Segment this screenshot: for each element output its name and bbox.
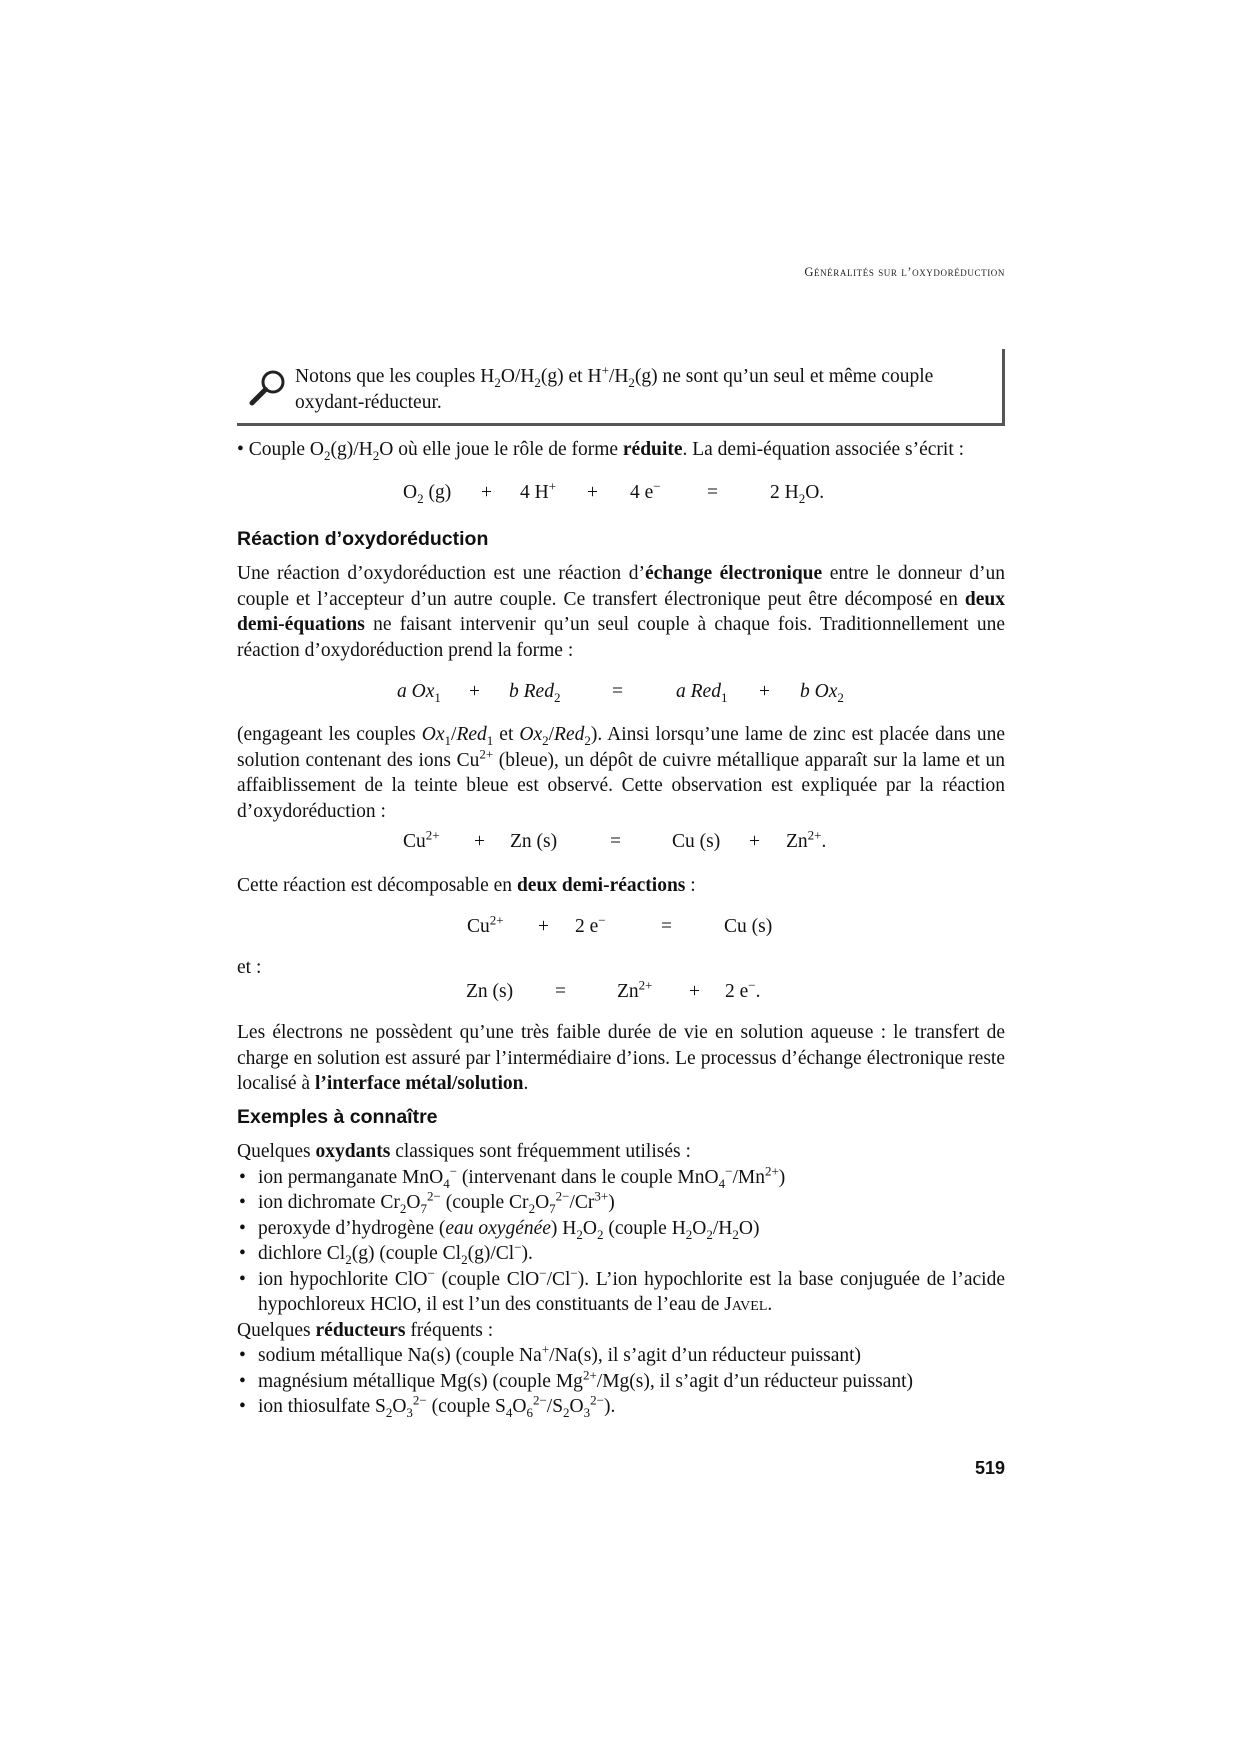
book-page: Généralités sur l’oxydoréduction Notons que les couples $H_2O/H_2(g)$ et $H^+/H_2(g)$ ne sont qu’un seul et même couple oxydant-réducteur. • Couple $O_2(g)/H_2O$ où elle joue le rôle de forme réduite. La demi-équation associée s’écrit : $O_2$ (g) + 4 H+ + 4 e− = 2 $H_2O$. Réaction d’oxydoréduction Une réaction d’oxydoréduction est une réaction d’échange électronique entre le donneur d’un couple et l’accepteur d’un autre couple. Ce transfert électronique peut être décomposé en deux demi-équations ne faisant intervenir qu’un seul couple à chaque fois. Traditionnellement une réaction d’oxydoréduction prend la forme : a $Ox_1$ + b Red$_2$ = a Red$_1$ + b $Ox_2$ (engageant les couples $Ox_1/Red_1$ et $Ox_2/Red_2$). Ainsi lorsqu’une lame de zinc est placée dans une solution contenant des ions $Cu^{2+}$ (bleue), un dépôt de cuivre métallique apparaît sur la lame et un affaiblissement de la teinte bleue est observé. Cette observation est expliquée par la réaction d’oxydoréduction : $Cu^{2+}$ + Zn (s) = Cu (s) + $Zn^{2+}$. Cette réaction est décomposable en deux demi-réactions : $Cu^{2+}$ + 2 e− = Cu (s) et : Zn (s) = $Zn^{2+}$ + 2 e−. Les électrons ne possèdent qu’une très faible durée de vie en solution aqueuse : le transfert de charge en solution est assuré par l’intermédiaire d’ions. Le processus d’échange électronique reste localisé à l’interface métal/solution. Exemples à connaître Quelques oxydants classiques sont fréquemment utilisés : • ion permanganate MnO$_4$− (intervenant dans le couple $MnO_4^-/Mn^{2+}$) • ion dichromate $Cr_2O_7^{2-}$ (couple $Cr_2O_7^{2-}/Cr^{3+}$) • peroxyde d’hydrogène (eau oxygénée) $H_2O_2$ (couple $H_2O_2/H_2O$) • dichlore $Cl_2(g)$ (couple $Cl_2(g)/Cl^-$). • ion hypochlorite ClO− (couple ClO−/Cl−). L’ion hypochlorite est la base conjuguée de l’acide hypochloreux HClO, il est l’un des constituants de l’eau de Javel. Quelques réducteurs fréquents : • sodium métallique Na(s) (couple Na+/Na(s), il s’agit d’un réducteur puissant) • magnésium métallique Mg(s) (couple $Mg^{2+}/Mg(s)$, il s’agit d’un réducteur puissant) • ion thiosulfate $S_2O_3^{2-}$ (couple $S_4O_6^{2-}/S_2O_3^{2-}$). 519 [237, 0, 1005, 1754]
bullet-o2-couple: • Couple $O_2(g)/H_2O$ où elle joue le rôle de forme réduite. La demi-équation associée s’écrit : [237, 439, 965, 463]
oxidants-intro: Quelques oxydants classiques sont fréquemment utilisés : [237, 1141, 691, 1162]
paragraph-electrons: Les électrons ne possèdent qu’une très faible durée de vie en solution aqueuse : le transfert de charge en solution est assuré par l’intermédiaire d’ions. Le processus d’échange électronique reste localisé à l’interface métal/solution. [237, 1022, 1005, 1094]
note-box [237, 349, 1005, 426]
reducers-intro: Quelques réducteurs fréquents : [237, 1319, 494, 1341]
magnifier-icon [249, 369, 287, 407]
note-line-2: oxydant-réducteur. [295, 391, 442, 413]
paragraph-zinc-copper: (engageant les couples $Ox_1/Red_1$ et $Ox_2/Red_2$). Ainsi lorsqu’une lame de zinc est placée dans une solution contenant des ions $Cu^{2+}$ (bleue), un dépôt de cuivre métallique apparaît sur la lame et un affaiblissement de la teinte bleue est observé. Cette observation est expliquée par la réaction d’oxydoréduction : [237, 724, 1005, 822]
list-item-magnesium: • magnésium métallique Mg(s) (couple $Mg^{2+}/Mg(s)$, il s’agit d’un réducteur puissant) [239, 1367, 914, 1392]
note-text [295, 364, 994, 415]
page-number: 519 [974, 1458, 1005, 1478]
section-title-examples: Exemples à connaître [237, 1106, 438, 1128]
list-item-dichromate: • ion dichromate $Cr_2O_7^{2-}$ (couple $Cr_2O_7^{2-}/Cr^{3+}$) [239, 1188, 615, 1216]
list-item-sodium: • sodium métallique Na(s) (couple Na+/Na(s), il s’agit d’un réducteur puissant) [239, 1341, 862, 1366]
note-line-1: Notons que les couples $H_2O/H_2(g)$ et $H^+/H_2(g)$ ne sont qu’un seul et même couple [295, 362, 934, 390]
running-head: Généralités sur l’oxydoréduction [804, 265, 1005, 279]
paragraph-redox-definition: Une réaction d’oxydoréduction est une réaction d’échange électronique entre le donneur d’un couple et l’accepteur d’un autre couple. Ce transfert électronique peut être décomposé en deux demi-équations ne faisant intervenir qu’un seul couple à chaque fois. Traditionnellement une réaction d’oxydoréduction prend la forme : [237, 563, 1005, 661]
list-item-permanganate: • ion permanganate MnO$_4$− (intervenant dans le couple $MnO_4^-/Mn^{2+}$) [239, 1163, 786, 1191]
list-item-peroxide: • peroxyde d’hydrogène (eau oxygénée) $H_2O_2$ (couple $H_2O_2/H_2O$) [239, 1217, 760, 1242]
list-item-thiosulfate: • ion thiosulfate $S_2O_3^{2-}$ (couple $S_4O_6^{2-}/S_2O_3^{2-}$). [239, 1392, 616, 1420]
list-item-dichlore: • dichlore $Cl_2(g)$ (couple $Cl_2(g)/Cl^-$). [239, 1239, 533, 1267]
section-title-redox: Réaction d’oxydoréduction [237, 528, 489, 550]
paragraph-decomposition: Cette réaction est décomposable en deux demi-réactions : [237, 875, 696, 896]
examples-list [237, 1139, 1005, 1420]
list-item-hypochlorite: • ion hypochlorite ClO− (couple ClO−/Cl−). L’ion hypochlorite est la base conjuguée de l’acide hypochloreux HClO, il est l’un des constituants de l’eau de Javel. [239, 1265, 1005, 1315]
et-label: et : [237, 957, 262, 978]
